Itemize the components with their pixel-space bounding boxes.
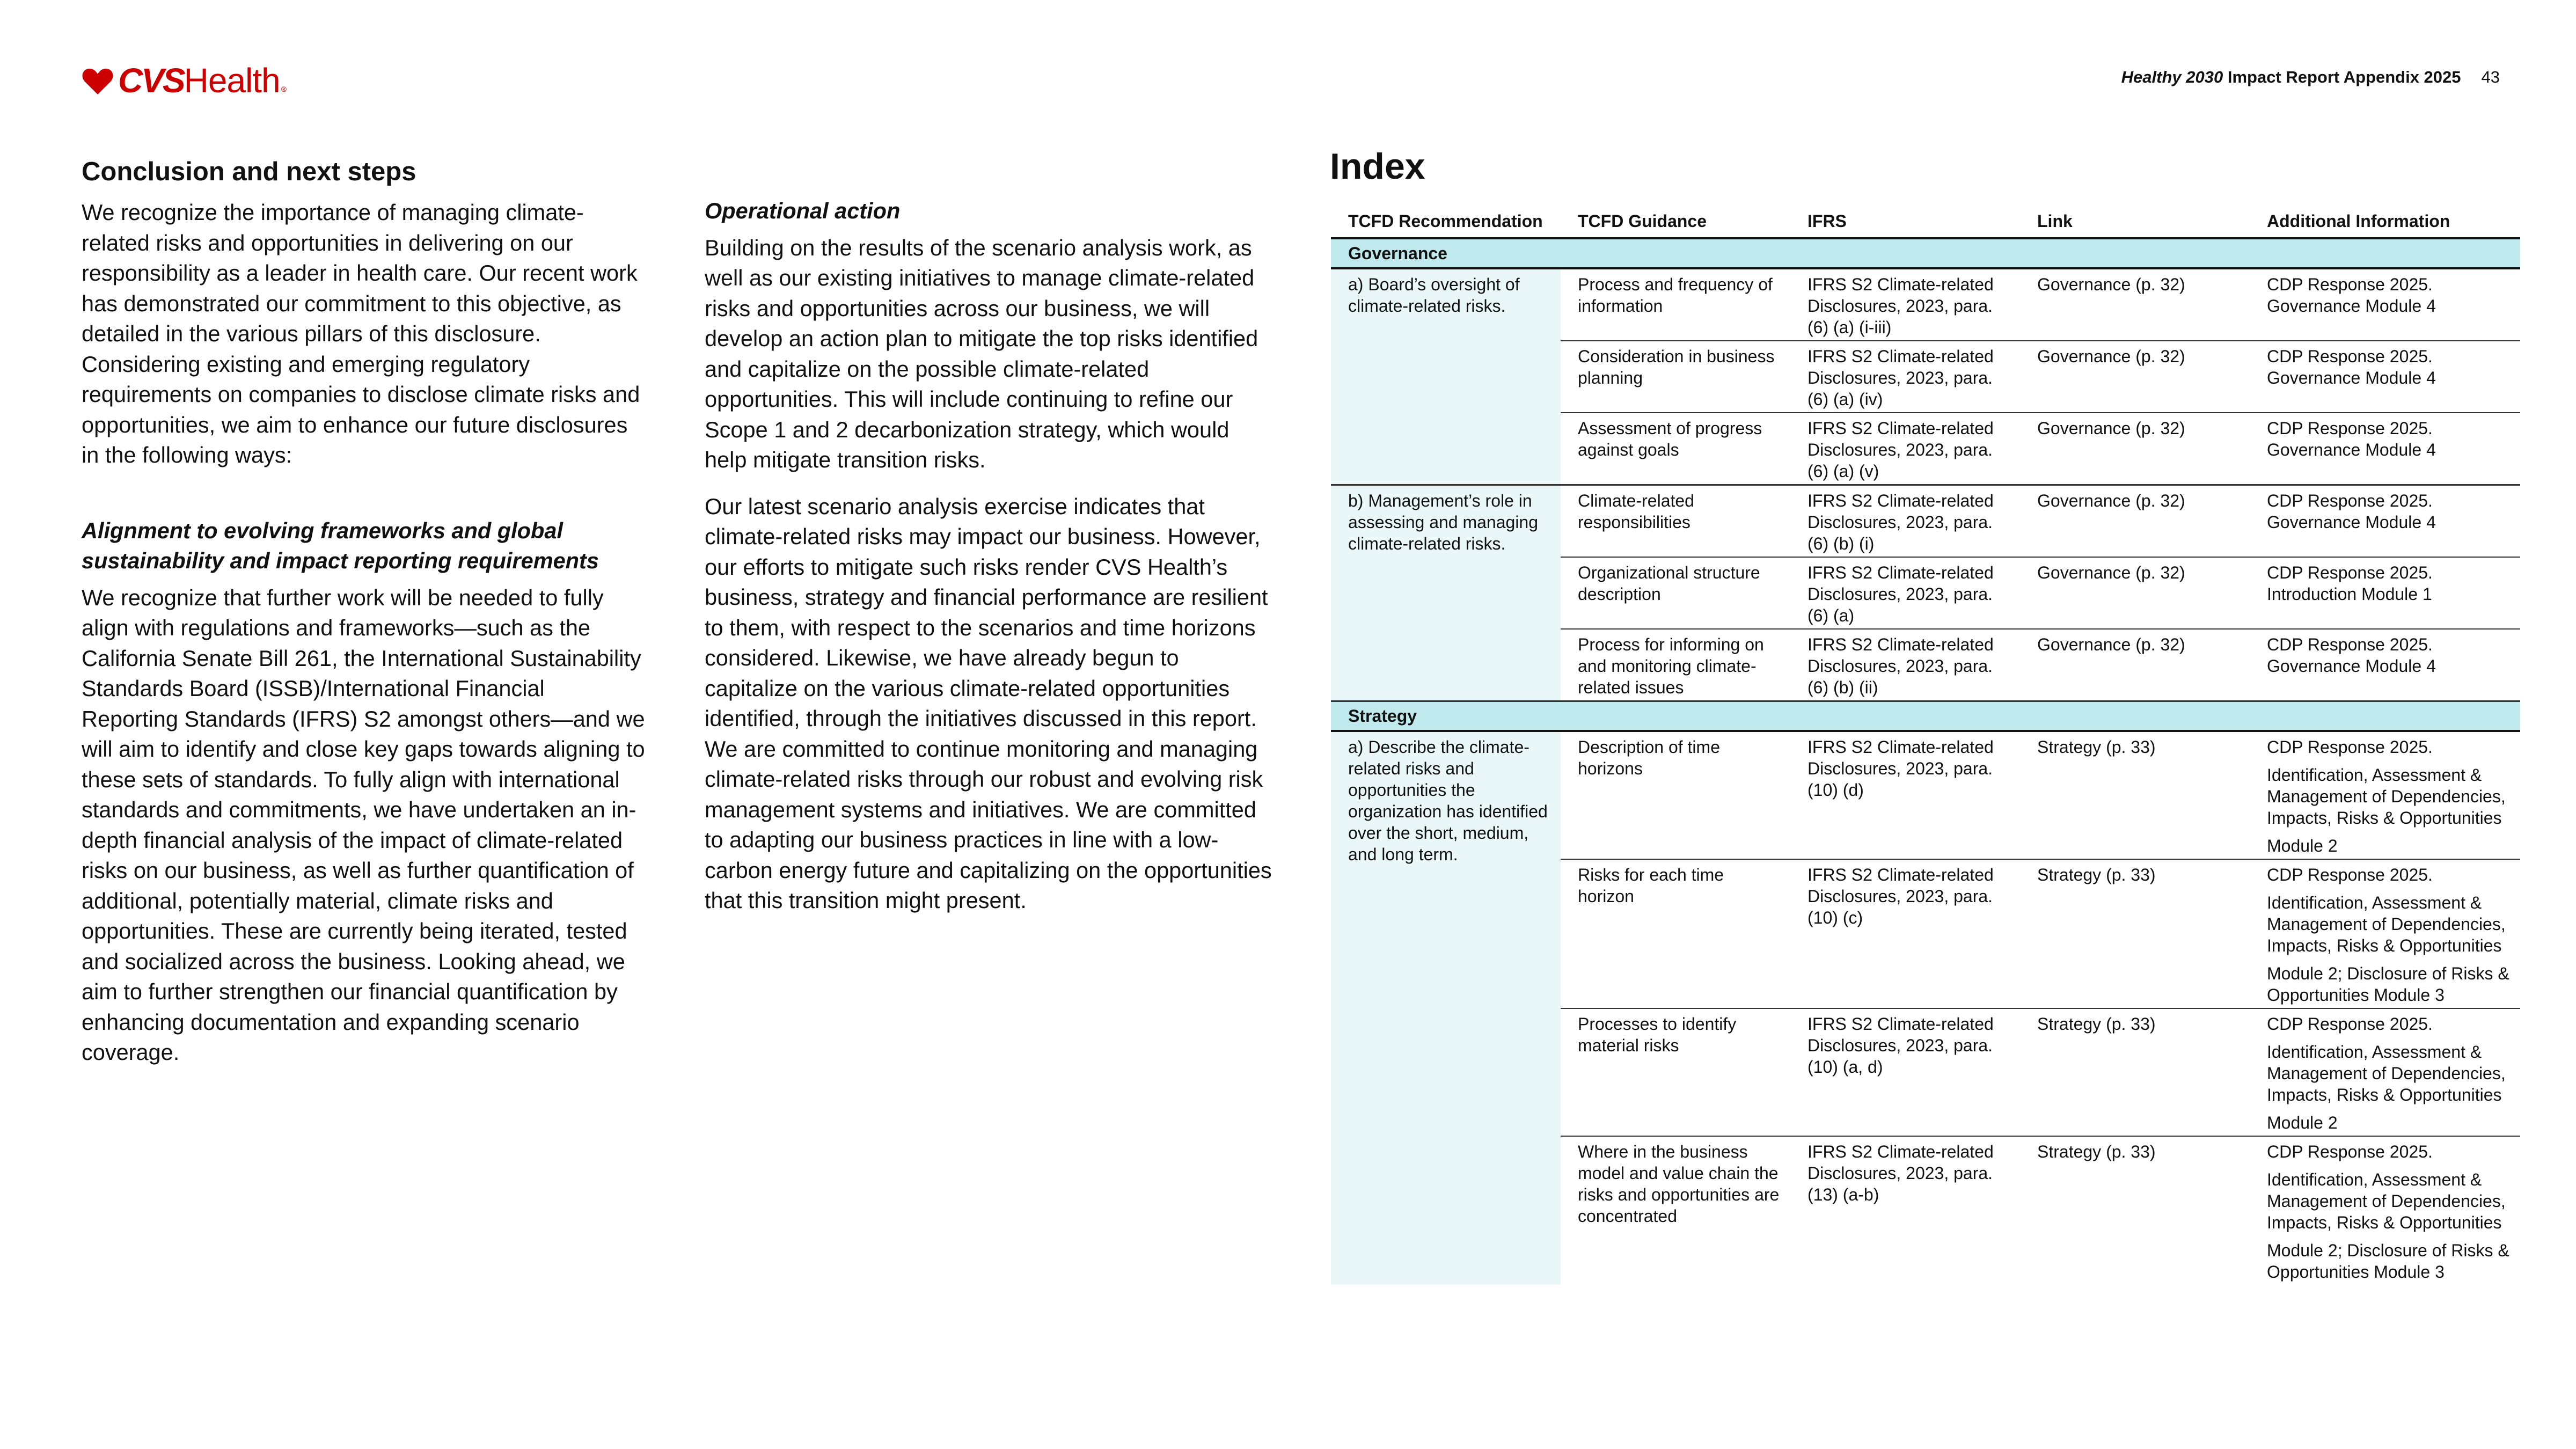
link-text: Strategy (p. 33): [2037, 865, 2156, 884]
link-cell: [2020, 562, 2250, 626]
link-cell: [2020, 490, 2250, 554]
table-row: [1561, 732, 2520, 860]
info-text: Module 2; Disclosure of Risks & Opportunities Module 3: [2267, 964, 2509, 1005]
guidance-rows: [1561, 732, 2520, 1285]
table-row: [1561, 630, 2520, 700]
info-cell: [2250, 736, 2520, 857]
link-text: Governance (p. 32): [2037, 347, 2185, 366]
guidance-cell: [1561, 274, 1790, 338]
guidance-text: Process for informing on and monitoring climate-related issues: [1578, 635, 1764, 697]
section-header-governance: [1331, 239, 2520, 269]
info-text: CDP Response 2025. Governance Module 4: [2267, 491, 2436, 532]
info-cell: [2250, 418, 2520, 482]
header-tcfd-guidance: TCFD Guidance: [1578, 211, 1707, 231]
header-ifrs: IFRS: [1807, 211, 1847, 231]
section-title: Conclusion and next steps: [82, 157, 416, 186]
ifrs-cell: [1790, 736, 2020, 857]
ifrs-cell: [1790, 274, 2020, 338]
link-text: Governance (p. 32): [2037, 491, 2185, 510]
table-row: [1561, 1009, 2520, 1137]
ifrs-cell: [1790, 418, 2020, 482]
guidance-cell: [1561, 1141, 1790, 1283]
info-cell: [2250, 864, 2520, 1006]
info-text: Identification, Assessment & Management of Dependencies, Impacts, Risks & Opportunities: [2267, 893, 2506, 955]
info-cell: [2250, 562, 2520, 626]
link-cell: [2020, 864, 2250, 1006]
operational-paragraph-2: Our latest scenario analysis exercise indicates that climate-related risks may impact our business. However, our efforts to mitigate such risks render CVS Health’s business, strategy and financial performance are resilient to them, with respect to the scenarios and time horizons considered. Likewise, we have already begun to capitalize on the various climate-related opportunities identified, through the initiatives discussed in this report. We are committed to continue monitoring and managing climate-related risks through our robust and evolving risk management systems and initiatives. We are committed to adapting our business practices in line with a low-carbon energy future and capitalizing on the opportunities that this transition might present.: [705, 493, 1272, 913]
guidance-cell: [1561, 490, 1790, 554]
ifrs-text: IFRS S2 Climate-related Disclosures, 2023, para. (13) (a-b): [1807, 1142, 1994, 1204]
recommendation-cell: a) Board’s oversight of climate-related risks.: [1331, 269, 1561, 484]
info-text: CDP Response 2025.: [2267, 1142, 2433, 1161]
link-text: Governance (p. 32): [2037, 275, 2185, 294]
link-cell: [2020, 1141, 2250, 1283]
ifrs-text: IFRS S2 Climate-related Disclosures, 2023, para. (6) (a) (iv): [1807, 347, 1994, 409]
table-row: [1561, 1137, 2520, 1285]
alignment-subheading: Alignment to evolving frameworks and global sustainability and impact reporting requirements: [82, 517, 599, 573]
index-header-row: [1331, 205, 2520, 239]
info-cell: [2250, 634, 2520, 698]
logo-health-text: Health: [184, 61, 280, 100]
table-row: [1561, 413, 2520, 484]
recommendation-group: [1331, 486, 2520, 700]
alignment-paragraph: We recognize that further work will be needed to fully align with regulations and frameworks—such as the California Senate Bill 261, the International Sustainability Standards Board (ISSB)/International Financial Reporting Standards (IFRS) S2 amongst others—and we will aim to identify and close key gaps towards aligning to these sets of standards. To fully align with international standards and commitments, we have undertaken an in-depth financial analysis of the impact of climate-related risks on our business, as well as further quantification of additional, potentially material, climate risks and opportunities. These are currently being iterated, tested and socialized across the business. Looking ahead, we aim to further strengthen our financial quantification by enhancing documentation and expanding scenario coverage.: [82, 584, 645, 1065]
ifrs-text: IFRS S2 Climate-related Disclosures, 2023, para. (10) (a, d): [1807, 1014, 1994, 1077]
guidance-rows: [1561, 486, 2520, 700]
guidance-cell: [1561, 418, 1790, 482]
link-text: Governance (p. 32): [2037, 563, 2185, 582]
info-text: CDP Response 2025.: [2267, 1014, 2433, 1034]
ifrs-text: IFRS S2 Climate-related Disclosures, 2023, para. (6) (a) (v): [1807, 419, 1994, 481]
index-table: [1331, 205, 2520, 1285]
section-header-label: Governance: [1348, 244, 1447, 263]
link-cell: [2020, 634, 2250, 698]
section-header-label: Strategy: [1348, 706, 1417, 726]
info-text: CDP Response 2025. Governance Module 4: [2267, 635, 2436, 676]
ifrs-cell: [1790, 562, 2020, 626]
table-row: [1561, 860, 2520, 1009]
operational-subheading: Operational action: [705, 198, 901, 223]
table-row: [1561, 486, 2520, 558]
guidance-cell: [1561, 736, 1790, 857]
report-title: [2121, 68, 2500, 87]
header-link: Link: [2037, 211, 2073, 231]
info-cell: [2250, 1013, 2520, 1133]
section-header-strategy: [1331, 702, 2520, 732]
guidance-cell: [1561, 1013, 1790, 1133]
info-text: Module 2; Disclosure of Risks & Opportunities Module 3: [2267, 1241, 2509, 1282]
ifrs-text: IFRS S2 Climate-related Disclosures, 2023, para. (6) (a): [1807, 563, 1994, 625]
info-text: CDP Response 2025. Governance Module 4: [2267, 419, 2436, 459]
recommendation-group: [1331, 732, 2520, 1285]
table-row: [1561, 341, 2520, 413]
ifrs-text: IFRS S2 Climate-related Disclosures, 2023, para. (10) (d): [1807, 737, 1994, 800]
info-cell: [2250, 274, 2520, 338]
guidance-cell: [1561, 864, 1790, 1006]
table-row: [1561, 558, 2520, 630]
report-title-emphasis: Healthy 2030: [2121, 68, 2223, 86]
header-tcfd-recommendation: TCFD Recommendation: [1348, 211, 1543, 231]
conclusion-column: [82, 156, 645, 1068]
info-text: Module 2: [2267, 836, 2338, 855]
ifrs-text: IFRS S2 Climate-related Disclosures, 2023, para. (10) (c): [1807, 865, 1994, 927]
link-cell: [2020, 1013, 2250, 1133]
info-cell: [2250, 346, 2520, 410]
recommendation-cell: a) Describe the climate-related risks and opportunities the organization has identified over the short, medium, and long term.: [1331, 732, 1561, 1285]
info-text: CDP Response 2025. Introduction Module 1: [2267, 563, 2433, 604]
ifrs-cell: [1790, 490, 2020, 554]
link-text: Governance (p. 32): [2037, 635, 2185, 654]
link-cell: [2020, 418, 2250, 482]
info-text: Module 2: [2267, 1113, 2338, 1132]
intro-paragraph: We recognize the importance of managing climate-related risks and opportunities in delivering on our responsibility as a leader in health care. Our recent work has demonstrated our commitment to this objective, as detailed in the various pillars of this disclosure. Considering existing and emerging regulatory requirements on companies to disclose climate risks and opportunities, we aim to enhance our future disclosures in the following ways:: [82, 200, 640, 467]
report-title-rest: Impact Report Appendix 2025: [2223, 68, 2461, 86]
info-cell: [2250, 1141, 2520, 1283]
link-text: Strategy (p. 33): [2037, 1014, 2156, 1034]
index-title: Index: [1330, 146, 1425, 187]
ifrs-cell: [1790, 1141, 2020, 1283]
link-text: Governance (p. 32): [2037, 419, 2185, 438]
info-text: Identification, Assessment & Management of Dependencies, Impacts, Risks & Opportunities: [2267, 1042, 2506, 1104]
ifrs-cell: [1790, 1013, 2020, 1133]
cvs-health-logo: [82, 63, 287, 98]
operational-paragraph-1: Building on the results of the scenario analysis work, as well as our existing initiatives to manage climate-related risks and opportunities across our business, we will develop an action plan to mitigate the top risks identified and capitalize on the possible climate-related opportunities. This will include continuing to refine our Scope 1 and 2 decarbonization strategy, which would help mitigate transition risks.: [705, 235, 1258, 472]
recommendation-cell: b) Management’s role in assessing and managing climate-related risks.: [1331, 486, 1561, 700]
logo-trademark: ®: [281, 85, 287, 93]
link-cell: [2020, 736, 2250, 857]
guidance-text: Assessment of progress against goals: [1578, 419, 1762, 459]
heart-icon: [82, 68, 114, 96]
link-text: Strategy (p. 33): [2037, 737, 2156, 757]
guidance-rows: [1561, 269, 2520, 484]
ifrs-text: IFRS S2 Climate-related Disclosures, 2023, para. (6) (b) (i): [1807, 491, 1994, 553]
info-cell: [2250, 490, 2520, 554]
operational-column: [705, 196, 1274, 916]
guidance-text: Where in the business model and value chain the risks and opportunities are concentrated: [1578, 1142, 1780, 1226]
ifrs-cell: [1790, 346, 2020, 410]
link-cell: [2020, 274, 2250, 338]
ifrs-cell: [1790, 634, 2020, 698]
guidance-text: Description of time horizons: [1578, 737, 1720, 778]
recommendation-group: [1331, 269, 2520, 484]
link-cell: [2020, 346, 2250, 410]
guidance-text: Risks for each time horizon: [1578, 865, 1724, 906]
guidance-text: Organizational structure description: [1578, 563, 1760, 604]
table-row: [1561, 269, 2520, 341]
info-text: CDP Response 2025.: [2267, 865, 2433, 884]
link-text: Strategy (p. 33): [2037, 1142, 2156, 1161]
ifrs-text: IFRS S2 Climate-related Disclosures, 2023, para. (6) (a) (i-iii): [1807, 275, 1994, 337]
guidance-text: Consideration in business planning: [1578, 347, 1775, 387]
ifrs-text: IFRS S2 Climate-related Disclosures, 2023, para. (6) (b) (ii): [1807, 635, 1994, 697]
guidance-text: Processes to identify material risks: [1578, 1014, 1737, 1055]
page-number: 43: [2481, 68, 2500, 86]
info-text: Identification, Assessment & Management of Dependencies, Impacts, Risks & Opportunities: [2267, 1170, 2506, 1232]
guidance-text: Climate-related responsibilities: [1578, 491, 1694, 532]
info-text: Identification, Assessment & Management of Dependencies, Impacts, Risks & Opportunities: [2267, 765, 2506, 828]
guidance-text: Process and frequency of information: [1578, 275, 1773, 316]
ifrs-cell: [1790, 864, 2020, 1006]
guidance-cell: [1561, 634, 1790, 698]
info-text: CDP Response 2025. Governance Module 4: [2267, 347, 2436, 387]
header-additional-information: Additional Information: [2267, 211, 2450, 231]
logo-cvs-text: CVS: [118, 61, 184, 100]
info-text: CDP Response 2025. Governance Module 4: [2267, 275, 2436, 316]
guidance-cell: [1561, 562, 1790, 626]
info-text: CDP Response 2025.: [2267, 737, 2433, 757]
guidance-cell: [1561, 346, 1790, 410]
